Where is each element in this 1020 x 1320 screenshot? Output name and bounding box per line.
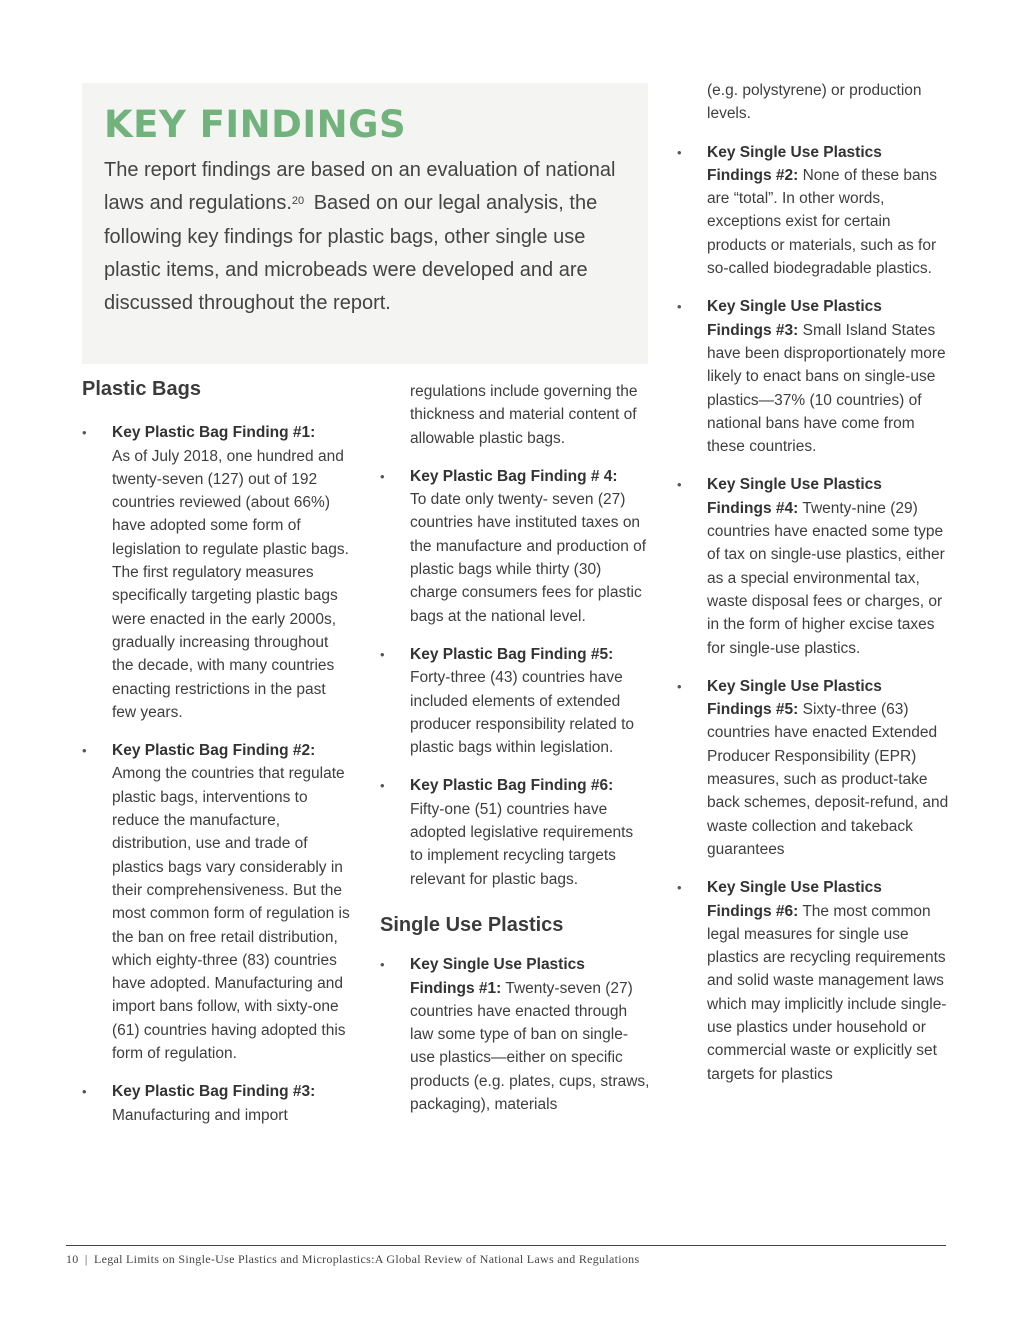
footer-separator: |	[84, 1252, 88, 1266]
finding-label: Key Plastic Bag Finding # 4:	[410, 467, 618, 485]
single-use-finding-1	[380, 953, 650, 1116]
finding-label: Key Single Use Plastics Findings #5:	[707, 677, 882, 719]
finding-label: Key Single Use Plastics Findings #6:	[707, 879, 882, 920]
bullet-icon: •	[677, 477, 682, 493]
finding-label: Key Single Use Plastics Findings #3:	[707, 298, 882, 339]
bullet-icon: •	[380, 778, 385, 794]
bullet-icon: •	[82, 425, 87, 441]
column-2	[380, 380, 650, 1116]
bullet-icon: •	[677, 299, 682, 315]
finding-text: Forty-three (43) countries have included elements of extended producer responsibility related to plastic bags within legislation.	[410, 669, 635, 757]
intro-part2: Based on our legal analysis, the following key findings for plastic bags, other single use plastic items, and microbeads were developed and are discussed throughout the report.	[104, 192, 598, 315]
finding-text: To date only twenty- seven (27) countries have instituted taxes on the manufacture and production of plastic bags while thirty (30) charge consumers fees for plastic bags at the national level.	[410, 491, 647, 625]
finding-text: The most common legal measures for single use plastics are recycling requirements and solid waste management laws which may implicitly include single-use plastics under household or commercial waste or explicitly set targets for plastics	[707, 902, 947, 1083]
finding-text: Sixty-three (63) countries have enacted Extended Producer Responsibility (EPR) measures, such as product-take back schemes, deposit-refund, and waste collection and takeback guarantees	[707, 701, 949, 858]
finding-label: Key Plastic Bag Finding #2:	[112, 742, 316, 760]
plastic-bag-finding-3-continued: regulations include governing the thickness and material content of allowable plastic bags.	[410, 383, 638, 447]
footnote-ref: 20	[291, 195, 305, 208]
plastic-bag-finding-2	[82, 739, 352, 1065]
bullet-icon: •	[82, 743, 87, 759]
single-use-finding-2	[677, 141, 949, 281]
key-findings-title: KEY FINDINGS	[104, 103, 407, 146]
finding-text: As of July 2018, one hundred and twenty-seven (127) out of 192 countries reviewed (about 66%) have adopted some form of legislation to regulate plastic bags. The first regulatory measures specifically targeting plastic bags were enacted in the early 2000s, gradually increasing throughout the decade, with many countries enacting restrictions in the past few years.	[112, 447, 349, 721]
plastic-bag-finding-1	[82, 421, 352, 724]
finding-text: Manufacturing and import	[112, 1106, 288, 1124]
key-findings-box	[82, 83, 648, 364]
report-title: Legal Limits on Single-Use Plastics and Microplastics:A Global Review of National Laws and Regulations	[93, 1252, 640, 1266]
column-1	[82, 378, 352, 1127]
single-use-finding-3	[677, 295, 949, 458]
plastic-bags-heading: Plastic Bags	[82, 378, 201, 400]
intro-part1: The report findings are based on an evaluation of national laws and regulations.	[104, 159, 616, 215]
finding-text: Among the countries that regulate plastic bags, interventions to reduce the manufacture, distribution, use and trade of plastics bags vary considerably in their comprehensiveness. But the most common form of regulation is the ban on free retail distribution, which eighty-three (83) countries have adopted. Manufacturing and import bans follow, with sixty-one (61) countries having adopted this form of regulation.	[112, 765, 350, 1063]
plastic-bag-finding-3	[82, 1080, 352, 1127]
key-findings-intro	[104, 154, 634, 320]
single-use-finding-5	[677, 675, 949, 861]
bullet-icon: •	[677, 880, 682, 896]
single-use-finding-6	[677, 876, 949, 1086]
plastic-bag-finding-6	[380, 774, 650, 890]
finding-text: Fifty-one (51) countries have adopted legislative requirements to implement recycling targets relevant for plastic bags.	[410, 800, 634, 888]
bullet-icon: •	[380, 957, 385, 973]
column-3	[677, 79, 949, 1086]
finding-text: None of these bans are “total”. In other words, exceptions exist for certain products or materials, such as for so-called biodegradable plastics.	[707, 166, 938, 278]
finding-text: Twenty-nine (29) countries have enacted some type of tax on single-use plastics, either as a special environmental tax, waste disposal fees or charges, or in the form of higher excise taxes for single-use plastics.	[707, 499, 945, 657]
single-use-finding-4	[677, 473, 949, 659]
finding-label: Key Plastic Bag Finding #3:	[112, 1083, 316, 1101]
finding-label: Key Single Use Plastics Findings #4:	[707, 476, 882, 517]
bullet-icon: •	[677, 678, 682, 694]
finding-label: Key Single Use Plastics Findings #2:	[707, 143, 882, 184]
page-footer	[66, 1252, 639, 1267]
finding-label: Key Plastic Bag Finding #6:	[410, 777, 614, 795]
bullet-icon: •	[82, 1084, 87, 1100]
plastic-bag-finding-5	[380, 643, 650, 759]
finding-label: Key Single Use Plastics Findings #1:	[410, 956, 585, 997]
footer-divider	[66, 1245, 946, 1246]
single-use-plastics-heading: Single Use Plastics	[380, 913, 564, 936]
plastic-bag-finding-4	[380, 465, 650, 628]
bullet-icon: •	[380, 646, 385, 662]
finding-label: Key Plastic Bag Finding #5:	[410, 645, 614, 663]
single-use-finding-1-continued: (e.g. polystyrene) or production levels.	[707, 82, 922, 123]
finding-text: Small Island States have been disproportionately more likely to enact bans on single-use plastics—37% (10 countries) of national bans have come from these countries.	[707, 321, 946, 456]
page-number: 10	[66, 1252, 79, 1266]
bullet-icon: •	[677, 144, 682, 160]
bullet-icon: •	[380, 468, 385, 484]
finding-label: Key Plastic Bag Finding #1:	[112, 424, 316, 442]
finding-text: Twenty-seven (27) countries have enacted through law some type of ban on single-use plastics—either on specific products (e.g. plates, cups, straws, packaging), materials	[410, 979, 650, 1114]
